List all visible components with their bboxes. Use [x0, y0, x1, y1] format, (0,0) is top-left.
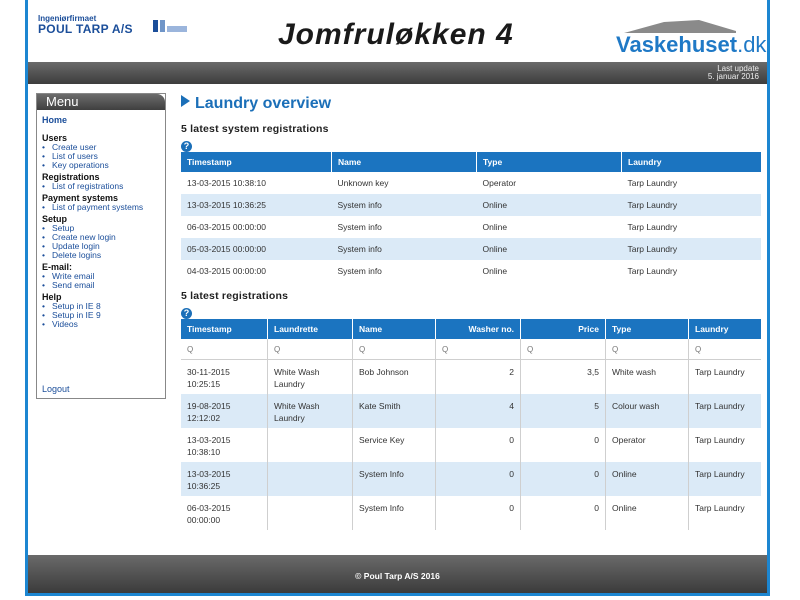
vaskehuset-tld: .dk: [737, 32, 767, 57]
filter-washer-no[interactable]: [436, 339, 521, 360]
cell-laundrette: White Wash Laundry: [268, 394, 353, 428]
filter-name[interactable]: [353, 339, 436, 360]
company-logo-icon: [152, 18, 188, 36]
top-bar: [28, 62, 767, 84]
cell-type: Online: [606, 496, 689, 530]
menu-item-key-operations[interactable]: • Key operations: [42, 161, 165, 170]
filter-type[interactable]: [606, 339, 689, 360]
menu-item-videos[interactable]: • Videos: [42, 320, 165, 329]
page-title-text: Laundry overview: [195, 95, 332, 112]
cell-type: Online: [477, 238, 622, 260]
company-brand[interactable]: [38, 14, 133, 36]
column-header-washer-no[interactable]: Washer no.: [436, 319, 521, 339]
column-header-type[interactable]: Type: [606, 319, 689, 339]
menu-item-update-login[interactable]: • Update login: [42, 242, 165, 251]
cell-laundry: Tarp Laundry: [695, 367, 745, 377]
cell-name: System info: [332, 194, 477, 216]
header: [28, 0, 767, 62]
logout-link[interactable]: Logout: [42, 384, 70, 394]
cell-name: Unknown key: [337, 178, 389, 188]
cell-timestamp: 13-03-2015 10:36:25: [181, 462, 268, 496]
cell-price: 0: [521, 496, 606, 530]
search-filter-icon: Q: [274, 345, 281, 354]
column-header-name[interactable]: Name: [332, 152, 477, 172]
cell-laundry: Tarp Laundry: [627, 222, 678, 232]
menu-section-registrations: Registrations: [42, 172, 100, 182]
cell-type: Operator: [606, 428, 689, 462]
column-header-type[interactable]: Type: [477, 152, 622, 172]
table-row[interactable]: [181, 462, 761, 496]
help-icon[interactable]: ?: [181, 308, 192, 319]
cell-timestamp: 30-11-2015 10:25:15: [181, 360, 268, 394]
table-row[interactable]: [181, 260, 761, 282]
search-filter-icon: Q: [695, 345, 702, 354]
cell-timestamp: 06-03-2015 00:00:00: [181, 496, 268, 530]
table-row[interactable]: [181, 216, 761, 238]
latest-registrations-title: 5 latest registrations: [181, 290, 289, 302]
cell-price: 3,5: [521, 360, 606, 394]
cell-name: Service Key: [353, 428, 436, 462]
site-title: Jomfruløkken 4: [278, 18, 514, 51]
menu-item-list-of-registrations[interactable]: • List of registrations: [42, 182, 165, 191]
menu-section-help: Help: [42, 292, 62, 302]
filter-price[interactable]: [521, 339, 606, 360]
cell-laundry: Tarp Laundry: [627, 178, 678, 188]
column-header-price[interactable]: Price: [521, 319, 606, 339]
page-title: [181, 93, 766, 115]
cell-name: System info: [337, 222, 382, 232]
company-name: POUL TARP A/S: [38, 22, 133, 36]
cell-name: System Info: [353, 462, 436, 496]
cell-price: 0: [521, 462, 606, 496]
table-row[interactable]: [181, 172, 761, 194]
cell-washer-no: 4: [436, 394, 521, 428]
vaskehuset-logo[interactable]: [616, 20, 767, 57]
menu-title: Menu: [37, 94, 165, 110]
last-update-date: 5. januar 2016: [707, 72, 759, 81]
cell-name: System info: [332, 238, 477, 260]
menu-item-delete-logins[interactable]: • Delete logins: [42, 251, 165, 260]
cell-laundrette: [268, 428, 353, 462]
cell-laundrette: [268, 496, 353, 530]
cell-type: Operator: [482, 178, 517, 188]
cell-type: Online: [477, 194, 622, 216]
filter-timestamp[interactable]: [181, 339, 268, 360]
system-registrations-title: 5 latest system registrations: [181, 123, 329, 135]
menu-item-setup-ie9[interactable]: • Setup in IE 9: [42, 311, 165, 320]
table-header-row: [181, 319, 761, 339]
cell-washer-no: 0: [436, 496, 521, 530]
cell-washer-no: 0: [436, 462, 521, 496]
table-row[interactable]: [181, 238, 761, 260]
menu-home-link[interactable]: Home: [42, 115, 68, 125]
menu-section-payment-systems: Payment systems: [42, 193, 119, 203]
cell-type: Online: [482, 266, 508, 276]
menu-item-list-of-payment-systems[interactable]: • List of payment systems: [42, 203, 165, 212]
company-sub: Ingeniørfirmaet: [38, 14, 97, 23]
cell-laundry: Tarp Laundry: [627, 266, 678, 276]
page-frame: [25, 0, 770, 596]
filter-laundrette[interactable]: [268, 339, 353, 360]
cell-price: 5: [521, 394, 606, 428]
cell-type: Online: [606, 462, 689, 496]
search-filter-icon: Q: [187, 345, 194, 354]
column-header-laundrette[interactable]: Laundrette: [268, 319, 353, 339]
menu-item-create-user[interactable]: • Create user: [42, 143, 165, 152]
cell-laundry: Tarp Laundry: [689, 462, 762, 496]
vaskehuset-word: Vaskehuset: [616, 32, 738, 57]
footer-copyright: © Poul Tarp A/S 2016: [355, 571, 440, 581]
cell-laundry: Tarp Laundry: [695, 434, 745, 445]
column-header-laundry[interactable]: Laundry: [622, 152, 762, 172]
column-header-timestamp[interactable]: Timestamp: [181, 319, 268, 339]
latest-registrations-table: [181, 319, 761, 530]
search-filter-icon: Q: [442, 345, 449, 354]
main-content: [181, 93, 766, 530]
cell-laundry: Tarp Laundry: [622, 238, 762, 260]
cell-name: Kate Smith: [353, 394, 436, 428]
menu-section-email: E-mail:: [42, 262, 73, 272]
menu-item-setup-ie8[interactable]: • Setup in IE 8: [42, 302, 165, 311]
table-row[interactable]: [181, 360, 761, 394]
table-row[interactable]: [181, 394, 761, 428]
cell-timestamp: 19-08-2015 12:12:02: [181, 394, 268, 428]
system-registrations-table: [181, 152, 761, 282]
cell-name: System Info: [353, 496, 436, 530]
search-filter-icon: Q: [612, 345, 619, 354]
menu-item-write-email[interactable]: • Write email: [42, 272, 165, 281]
cell-timestamp: 04-03-2015 00:00:00: [187, 266, 266, 276]
table-header-row: [181, 152, 761, 172]
table-row[interactable]: [181, 194, 761, 216]
menu-section-setup: Setup: [42, 214, 68, 224]
table-row[interactable]: [181, 496, 761, 530]
column-header-name[interactable]: Name: [353, 319, 436, 339]
last-update: [708, 65, 759, 81]
cell-washer-no: 2: [436, 360, 521, 394]
cell-type: White wash: [606, 360, 689, 394]
cell-name: Bob Johnson: [353, 360, 436, 394]
sidebar-menu: [36, 93, 166, 399]
search-filter-icon: Q: [359, 345, 366, 354]
cell-type: Online: [482, 222, 508, 232]
menu-item-send-email[interactable]: • Send email: [42, 281, 165, 290]
cell-laundry: Tarp Laundry: [689, 394, 762, 428]
menu-item-create-new-login[interactable]: • Create new login: [42, 233, 165, 242]
cell-washer-no: 0: [436, 428, 521, 462]
triangle-right-icon: [181, 95, 190, 107]
cell-laundry: Tarp Laundry: [622, 194, 762, 216]
cell-laundry: Tarp Laundry: [695, 502, 745, 513]
last-update-label: Last update: [717, 64, 759, 73]
cell-timestamp: 13-03-2015 10:36:25: [181, 194, 332, 216]
help-icon[interactable]: ?: [181, 141, 192, 152]
menu-item-setup[interactable]: • Setup: [42, 224, 165, 233]
cell-laundrette: [268, 462, 353, 496]
column-header-laundry[interactable]: Laundry: [689, 319, 762, 339]
cell-price: 0: [521, 428, 606, 462]
cell-timestamp: 13-03-2015 10:38:10: [181, 428, 268, 462]
column-header-timestamp[interactable]: Timestamp: [181, 152, 332, 172]
cell-timestamp: 05-03-2015 00:00:00: [181, 238, 332, 260]
menu-section-users: Users: [42, 133, 68, 143]
cell-timestamp: 13-03-2015 10:38:10: [187, 178, 266, 188]
cell-type: Colour wash: [606, 394, 689, 428]
table-row[interactable]: [181, 428, 761, 462]
cell-name: System info: [337, 266, 382, 276]
filter-row: [181, 339, 761, 360]
cell-timestamp: 06-03-2015 00:00:00: [187, 222, 266, 232]
menu-item-list-of-users[interactable]: • List of users: [42, 152, 165, 161]
footer: [28, 555, 767, 593]
search-filter-icon: Q: [527, 345, 534, 354]
filter-laundry[interactable]: [689, 339, 762, 360]
cell-laundrette: White Wash Laundry: [268, 360, 353, 394]
